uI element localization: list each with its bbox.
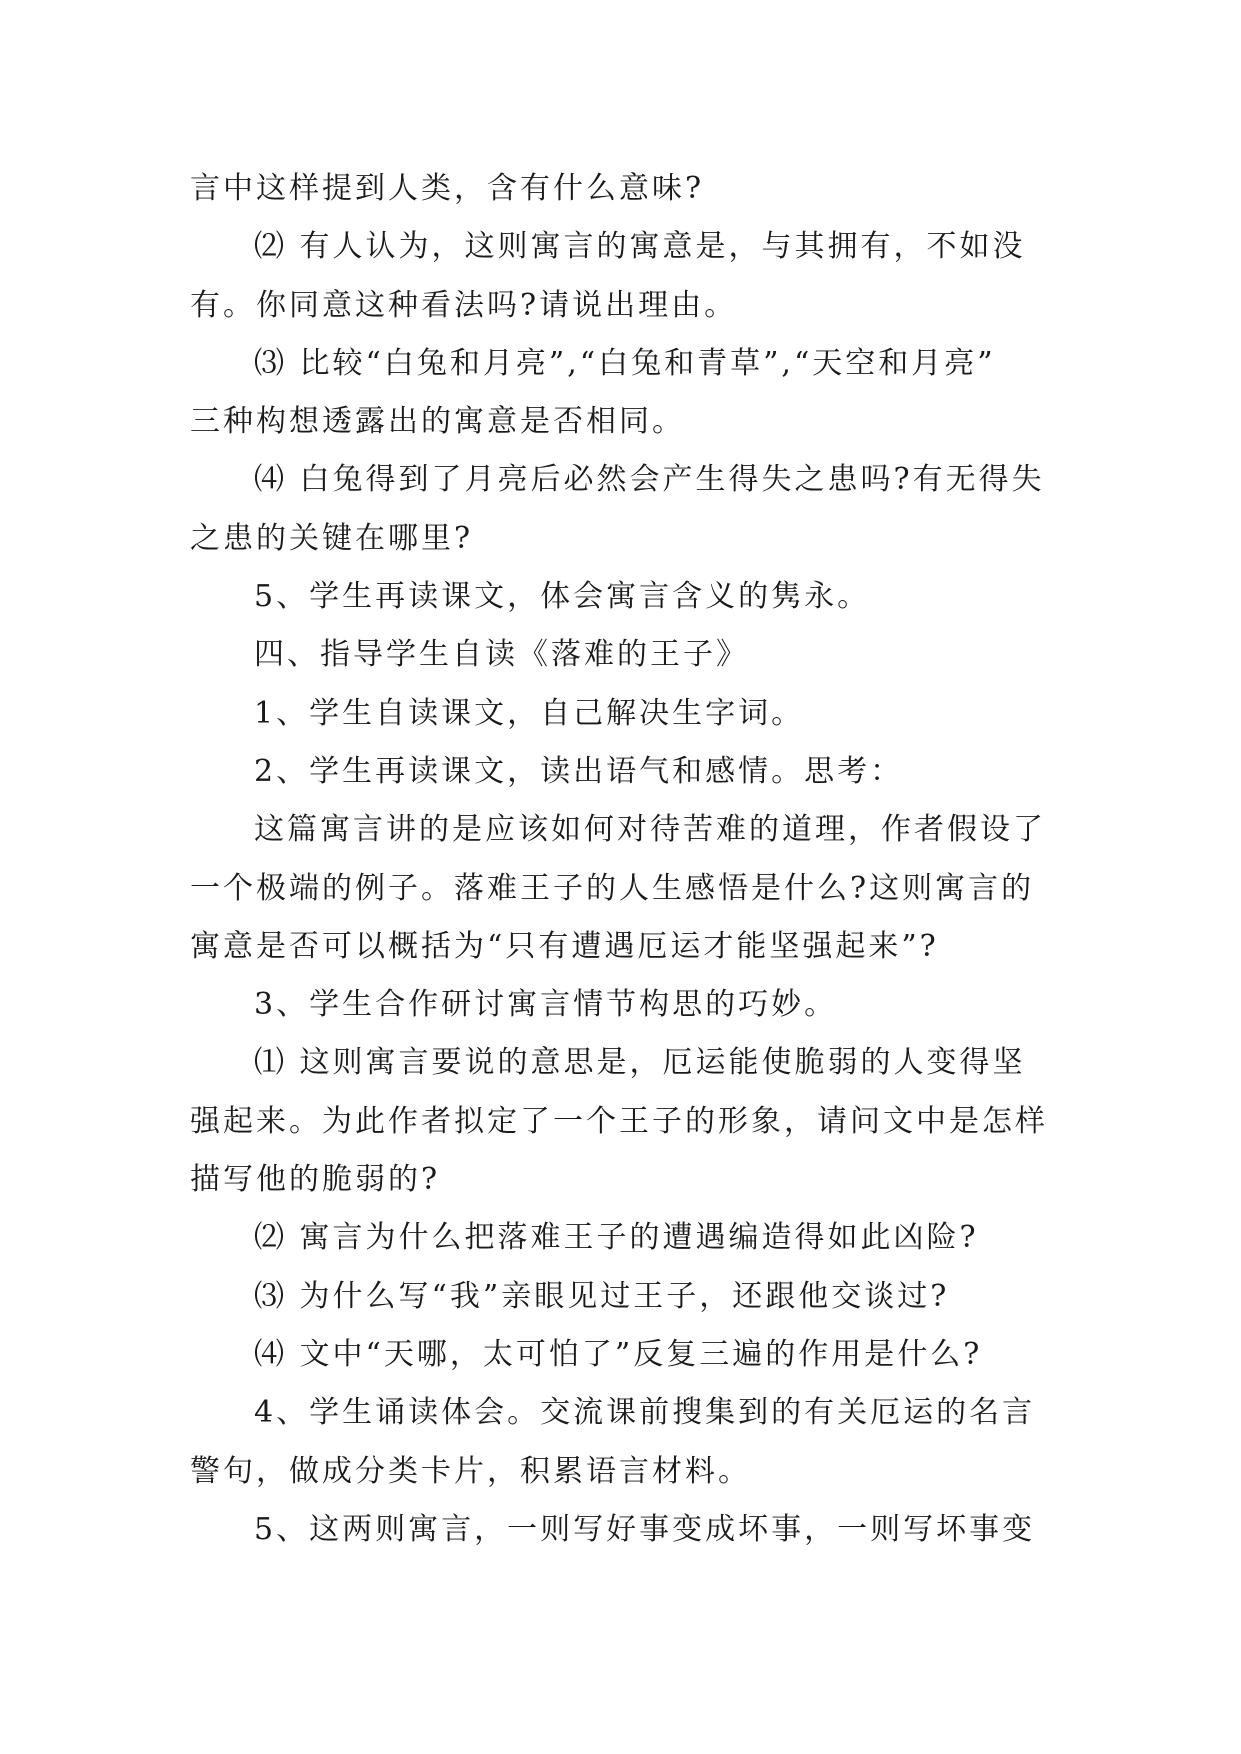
text-line: ⑵ 有人认为，这则寓言的寓意是，与其拥有，不如没 (254, 229, 1026, 265)
text-line: 四、指导学生自读《落难的王子》 (254, 637, 749, 673)
text-line: 言中这样提到人类，含有什么意味? (190, 171, 705, 206)
text-line: 3、学生合作研讨寓言情节构思的巧妙。 (254, 987, 838, 1023)
text-line: ⑵ 寓言为什么把落难王子的遭遇编造得如此凶险? (254, 1220, 979, 1256)
text-line: 之患的关键在哪里? (190, 520, 474, 556)
body-text (190, 160, 1050, 1559)
text-line: 强起来。为此作者拟定了一个王子的形象，请问文中是怎样 (190, 1103, 1048, 1139)
text-line: 1、学生自读课文，自己解决生字词。 (254, 695, 805, 731)
text-line: 一个极端的例子。落难王子的人生感悟是什么?这则寓言的 (190, 870, 1035, 906)
text-line: ⑶ 比较“白兔和月亮”,“白兔和青草”,“天空和月亮” (254, 345, 996, 381)
text-line: 警句，做成分类卡片，积累语言材料。 (190, 1453, 751, 1489)
text-line: 三种构想透露出的寓意是否相同。 (190, 404, 685, 440)
text-line: ⑴ 这则寓言要说的意思是，厄运能使脆弱的人变得坚 (254, 1045, 1026, 1081)
text-line: 这篇寓言讲的是应该如何对待苦难的道理，作者假设了 (254, 812, 1046, 848)
text-line: 有。你同意这种看法吗?请说出理由。 (190, 287, 738, 323)
text-line: ⑷ 文中“天哪，太可怕了”反复三遍的作用是什么? (254, 1336, 983, 1372)
text-line: 4、学生诵读体会。交流课前搜集到的有关厄运的名言 (254, 1395, 1036, 1431)
text-line: 5、这两则寓言，一则写好事变成坏事，一则写坏事变 (254, 1511, 1036, 1547)
text-line: ⑶ 为什么写“我”亲眼见过王子，还跟他交谈过? (254, 1278, 950, 1314)
text-line: 寓意是否可以概括为“只有遭遇厄运才能坚强起来”? (190, 928, 939, 964)
text-line: 5、学生再读课文，体会寓言含义的隽永。 (254, 579, 871, 615)
text-line: ⑷ 白兔得到了月亮后必然会产生得失之患吗?有无得失 (254, 462, 1045, 498)
text-line: 描写他的脆弱的? (190, 1162, 441, 1198)
text-line: 2、学生再读课文，读出语气和感情。思考： (254, 753, 904, 789)
